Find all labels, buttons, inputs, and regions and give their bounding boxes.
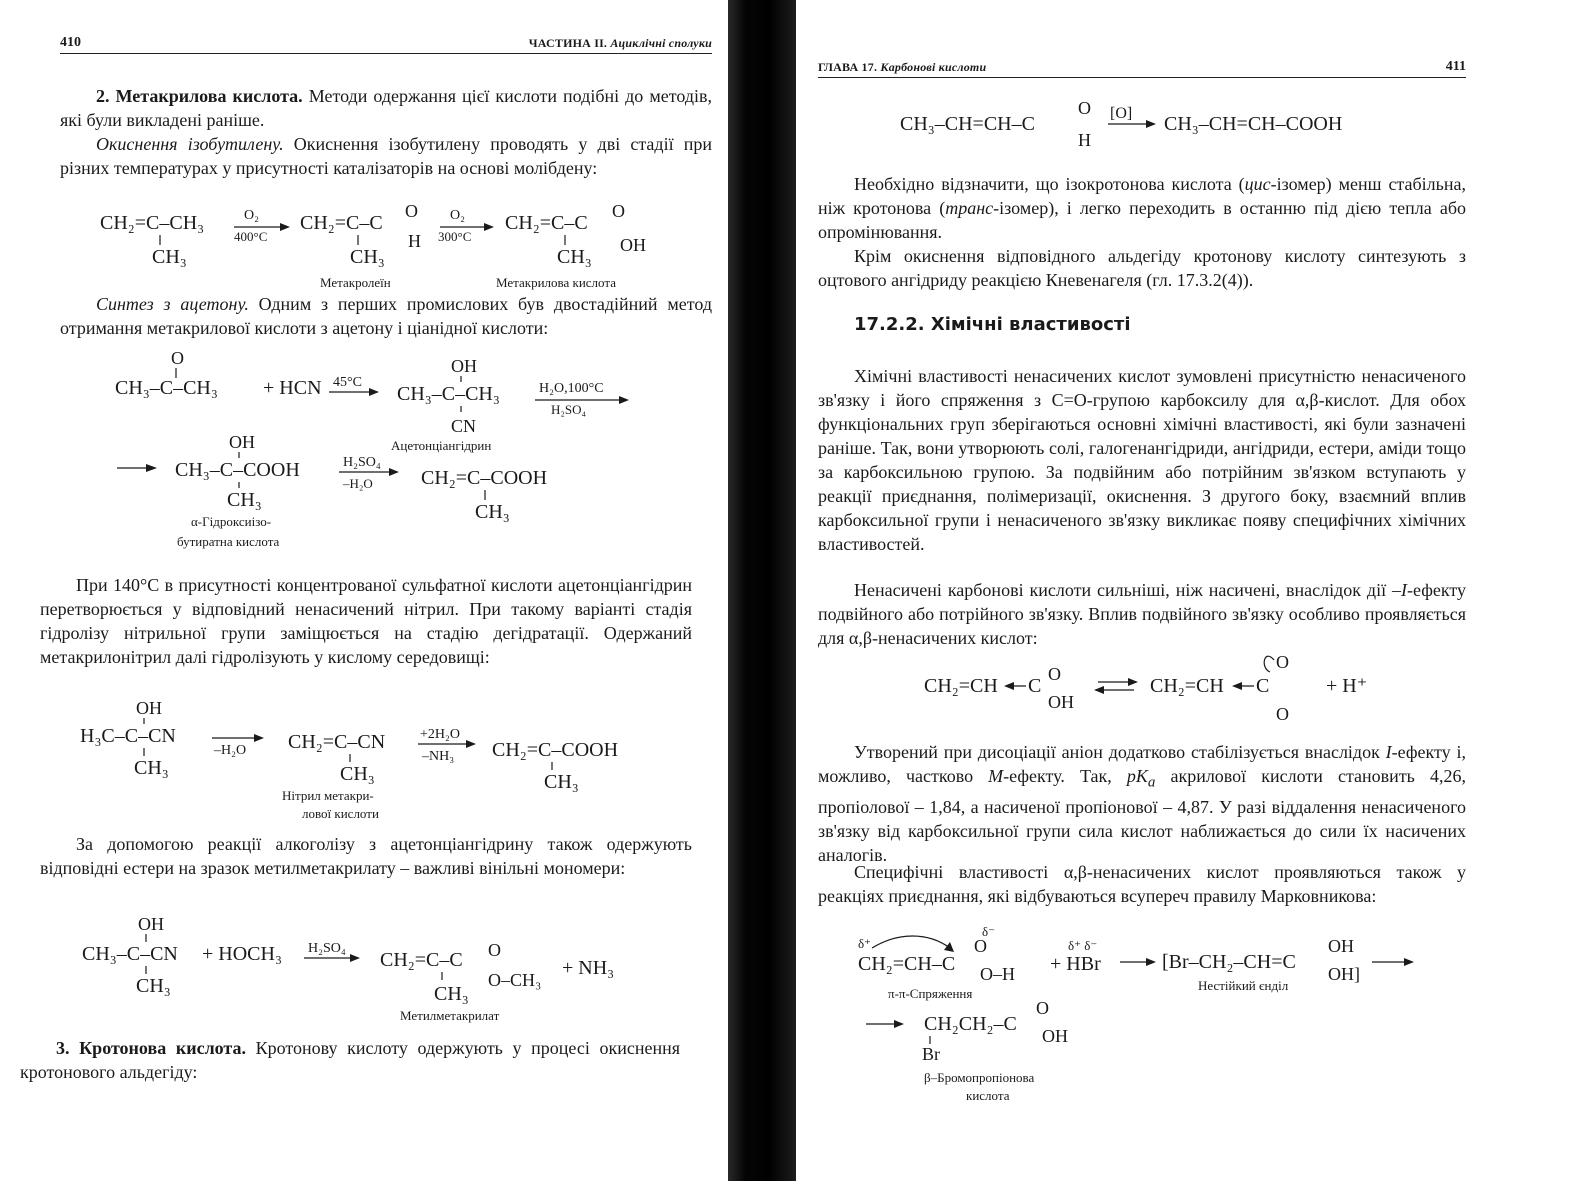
scheme-hbr-addition <box>858 926 1478 1106</box>
svg-text:CH₂=C–C: CH₂=C–C <box>505 212 588 234</box>
svg-text:H: H <box>1078 130 1091 150</box>
acetone-paragraph: Синтез з ацетону. Одним з перших промислових був двостадійний метод отримання метакрилової кислоти з ацетону і ціанідної кислоти: <box>60 294 713 338</box>
svg-text:кислота: кислота <box>966 1088 1010 1103</box>
svg-text:+ NH₃: + NH₃ <box>562 957 615 979</box>
svg-text:CN: CN <box>451 416 477 436</box>
svg-text:OH: OH <box>1048 692 1074 712</box>
scheme-dissociation <box>924 648 1394 728</box>
svg-text:δ⁺ δ⁻: δ⁺ δ⁻ <box>1068 938 1098 953</box>
svg-text:CH₂=C–CH₃: CH₂=C–CH₃ <box>100 212 205 234</box>
svg-text:CH₂=CH: CH₂=CH <box>924 675 998 697</box>
svg-text:O: O <box>488 940 501 960</box>
svg-text:400°C: 400°C <box>234 229 268 244</box>
anion-paragraph: Утворений при дисоціації аніон додатково стабілізується внаслідок I-ефекту і, можливо, частково M-ефекту. Так, $pK_a$ акрилової кислоти становить 4,26, пропіолової – 1,84, а насиченої пропіонової – 4,87. У разі віддалення ненасиченого зв'язку від карбоксильної групи сила кислот наближається до сили їх насичених аналогів. <box>818 742 1466 865</box>
svg-text:CH₂=C–COOH: CH₂=C–COOH <box>492 739 619 761</box>
svg-text:–H₂O: –H₂O <box>343 476 373 491</box>
svg-text:O–CH₃: O–CH₃ <box>488 970 542 990</box>
svg-text:CH₂=C–COOH: CH₂=C–COOH <box>421 467 548 489</box>
svg-text:OH: OH <box>451 356 477 376</box>
left-page <box>0 0 730 1181</box>
svg-text:O₂: O₂ <box>450 208 465 223</box>
unsaturated-acids-paragraph: Ненасичені карбонові кислоти сильніші, ніж насичені, внаслідок дії –I-ефекту подвійного або потрійного зв'язку. Вплив подвійного зв'язку особливо проявляється для α,β-ненасичених кислот: <box>818 580 1466 648</box>
svg-text:OH: OH <box>1328 936 1354 956</box>
svg-text:+ HOCH₃: + HOCH₃ <box>202 943 282 965</box>
svg-text:+ HCN: + HCN <box>263 377 322 399</box>
svg-text:CH₃: CH₃ <box>136 975 171 997</box>
svg-text:α-Гідроксиізо-: α-Гідроксиізо- <box>191 514 272 529</box>
svg-text:O: O <box>1276 704 1289 724</box>
svg-text:O: O <box>974 936 987 956</box>
svg-text:CH₂=C–C: CH₂=C–C <box>380 949 463 971</box>
svg-text:CH₃: CH₃ <box>134 757 169 779</box>
svg-text:CH₂=C–C: CH₂=C–C <box>300 212 383 234</box>
svg-text:лової кислоти: лової кислоти <box>302 806 379 821</box>
svg-text:H₂O,100°C: H₂O,100°C <box>539 381 604 396</box>
isocrotonic-paragraph: Необхідно відзначити, що ізокротонова кислота (цис-ізомер) менш стабільна, ніж кротонова (транс-ізомер), і легко переходить в останню під дією тепла або опромінювання. <box>818 174 1466 242</box>
section-2-paragraph: 2. Метакрилова кислота. Методи одержання цієї кислоти подібні до методів, які були викладені раніше. <box>60 86 712 130</box>
svg-text:+ HBr: + HBr <box>1050 953 1101 975</box>
svg-text:бутиратна кислота: бутиратна кислота <box>177 534 280 549</box>
svg-text:+2H₂O: +2H₂O <box>420 727 460 742</box>
svg-text:CH₃–C–CN: CH₃–C–CN <box>82 943 178 965</box>
svg-text:CH₃: CH₃ <box>227 489 262 511</box>
svg-text:C: C <box>1028 675 1042 697</box>
svg-text:–H₂O: –H₂O <box>214 743 247 758</box>
svg-text:Метилметакрилат: Метилметакрилат <box>400 1008 500 1023</box>
svg-text:O–H: O–H <box>980 964 1015 984</box>
svg-text:CH₃–CH=CH–C: CH₃–CH=CH–C <box>900 113 1035 135</box>
svg-text:Нітрил метакри-: Нітрил метакри- <box>282 788 374 803</box>
page-number: 411 <box>1445 59 1466 74</box>
svg-text:OH: OH <box>229 432 255 452</box>
oxidation-paragraph: Окиснення ізобутилену. Окиснення ізобутилену проводять у дві стадії при різних температурах у присутності каталізаторів на основі молібдену: <box>60 134 712 178</box>
svg-text:π-π-Спряження: π-π-Спряження <box>888 986 973 1001</box>
running-head-right <box>818 58 1466 78</box>
svg-text:Ацетонціангідрин: Ацетонціангідрин <box>391 438 492 453</box>
svg-text:CH₃–C–CH₃: CH₃–C–CH₃ <box>397 383 500 405</box>
svg-text:β–Бромопропіонова: β–Бромопропіонова <box>924 1070 1035 1085</box>
svg-text:Br: Br <box>922 1044 940 1064</box>
scheme-methacrylate <box>82 910 702 1023</box>
scheme-acetone <box>115 348 725 553</box>
svg-text:CH₃: CH₃ <box>350 246 385 268</box>
running-head-title: ЧАСТИНА II. Ациклічні сполуки <box>528 36 712 50</box>
svg-text:CH₂=CH: CH₂=CH <box>1150 675 1224 697</box>
svg-text:CH₃: CH₃ <box>544 771 579 793</box>
scheme-oxidation <box>100 201 700 295</box>
svg-text:δ⁻: δ⁻ <box>982 924 995 939</box>
svg-text:H: H <box>408 231 421 251</box>
svg-text:OH: OH <box>138 914 164 934</box>
scheme-crotonic <box>900 98 1400 148</box>
svg-text:CH₂CH₂–C: CH₂CH₂–C <box>924 1013 1017 1035</box>
chemical-properties-paragraph: Хімічні властивості ненасичених кислот зумовлені присутністю ненасиченого зв'язку і його спряження з C=O-групою карбоксилу для α,β-кислот. Для обох функціональних груп зберігаються основні хімічні властивості, які були зазначені раніше. Так, вони утворюють солі, галогенангідриди, ангідриди, естери, аміди тощо за карбоксильною групою. За подвійним або потрійним зв'язком вступають у реакції приєднання, полімеризації, окиснення. З другого боку, взаємний вплив карбоксильної групи і ненасиченого зв'язку викликає появу специфічних хімічних властивостей. <box>818 366 1466 554</box>
svg-text:+ H⁺: + H⁺ <box>1326 675 1368 697</box>
running-head-title: ГЛАВА 17. Карбонові кислоти <box>818 60 987 74</box>
svg-text:O: O <box>405 201 418 221</box>
paragraph-140c: При 140°C в присутності концентрованої сульфатної кислоти ацетонціангідрин перетворюється у відповідний ненасичений нітрил. При такому варіанті стадія гідролізу нітрильної групи заміщюється на стадію дегідратації. Одержаний метакрилонітрил далі гідролізують у кислому середовищі: <box>40 575 692 667</box>
svg-text:45°C: 45°C <box>333 375 362 390</box>
svg-text:H₂SO₄: H₂SO₄ <box>343 455 381 470</box>
alcoholysis-paragraph: За допомогою реакції алкоголізу з ацетонціангідрину також одержують відповідні естери на зразок метилметакрилату – важливі вінільні мономери: <box>40 834 692 878</box>
svg-text:CH₃: CH₃ <box>152 246 187 268</box>
svg-text:CH₃–C–CH₃: CH₃–C–CH₃ <box>115 377 218 399</box>
svg-text:O: O <box>1036 998 1049 1018</box>
scheme-nitrile <box>80 692 700 822</box>
svg-text:CH₃: CH₃ <box>434 983 469 1005</box>
svg-text:CH₃: CH₃ <box>340 763 375 785</box>
svg-text:O: O <box>612 201 625 221</box>
svg-text:300°C: 300°C <box>438 229 472 244</box>
knoevenagel-paragraph: Крім окиснення відповідного альдегіду кротонову кислоту синтезують з оцтового ангідриду реакцією Кневенагеля (гл. 17.3.2(4)). <box>818 246 1466 290</box>
svg-text:O₂: O₂ <box>244 208 259 223</box>
svg-text:OH: OH <box>1042 1026 1068 1046</box>
svg-text:Метакролеїн: Метакролеїн <box>320 275 391 290</box>
svg-text:CH₃: CH₃ <box>475 501 510 523</box>
svg-text:OH]: OH] <box>1328 964 1360 984</box>
svg-text:O: O <box>171 348 184 368</box>
svg-text:H₃C–C–CN: H₃C–C–CN <box>80 725 176 747</box>
svg-text:Метакрилова кислота: Метакрилова кислота <box>496 275 616 290</box>
page-number: 410 <box>60 35 81 50</box>
svg-text:O: O <box>1048 664 1061 684</box>
svg-text:CH₃–CH=CH–COOH: CH₃–CH=CH–COOH <box>1164 113 1343 135</box>
svg-text:OH: OH <box>620 235 646 255</box>
markovnikov-paragraph: Специфічні властивості α,β-ненасичених кислот проявляються також у реакціях приєднання, які відбуваються всупереч правилу Марковникова: <box>818 862 1466 906</box>
running-head-left <box>60 34 712 54</box>
section-3-paragraph: 3. Кротонова кислота. Кротонову кислоту одержують у процесі окиснення кротонового альдегіду: <box>20 1038 681 1082</box>
svg-text:OH: OH <box>136 698 162 718</box>
svg-text:H₂SO₄: H₂SO₄ <box>308 941 346 956</box>
svg-text:O: O <box>1276 652 1289 672</box>
book-spine <box>728 0 796 1181</box>
svg-text:CH₃: CH₃ <box>557 246 592 268</box>
svg-text:H₂SO₄: H₂SO₄ <box>551 402 587 417</box>
svg-text:[O]: [O] <box>1110 105 1133 122</box>
svg-text:δ⁺: δ⁺ <box>858 936 871 951</box>
section-heading: 17.2.2. Хімічні властивості <box>854 314 1131 335</box>
svg-text:[Br–CH₂–CH=C: [Br–CH₂–CH=C <box>1162 951 1296 973</box>
svg-text:–NH₃: –NH₃ <box>422 749 455 764</box>
svg-text:CH₂=C–CN: CH₂=C–CN <box>288 731 386 753</box>
svg-text:C: C <box>1256 675 1270 697</box>
svg-text:O: O <box>1078 98 1091 118</box>
svg-text:CH₃–C–COOH: CH₃–C–COOH <box>175 459 300 481</box>
svg-text:Нестійкий єнділ: Нестійкий єнділ <box>1198 978 1289 993</box>
svg-text:CH₂=CH–C: CH₂=CH–C <box>858 953 956 975</box>
right-page <box>800 0 1590 1181</box>
